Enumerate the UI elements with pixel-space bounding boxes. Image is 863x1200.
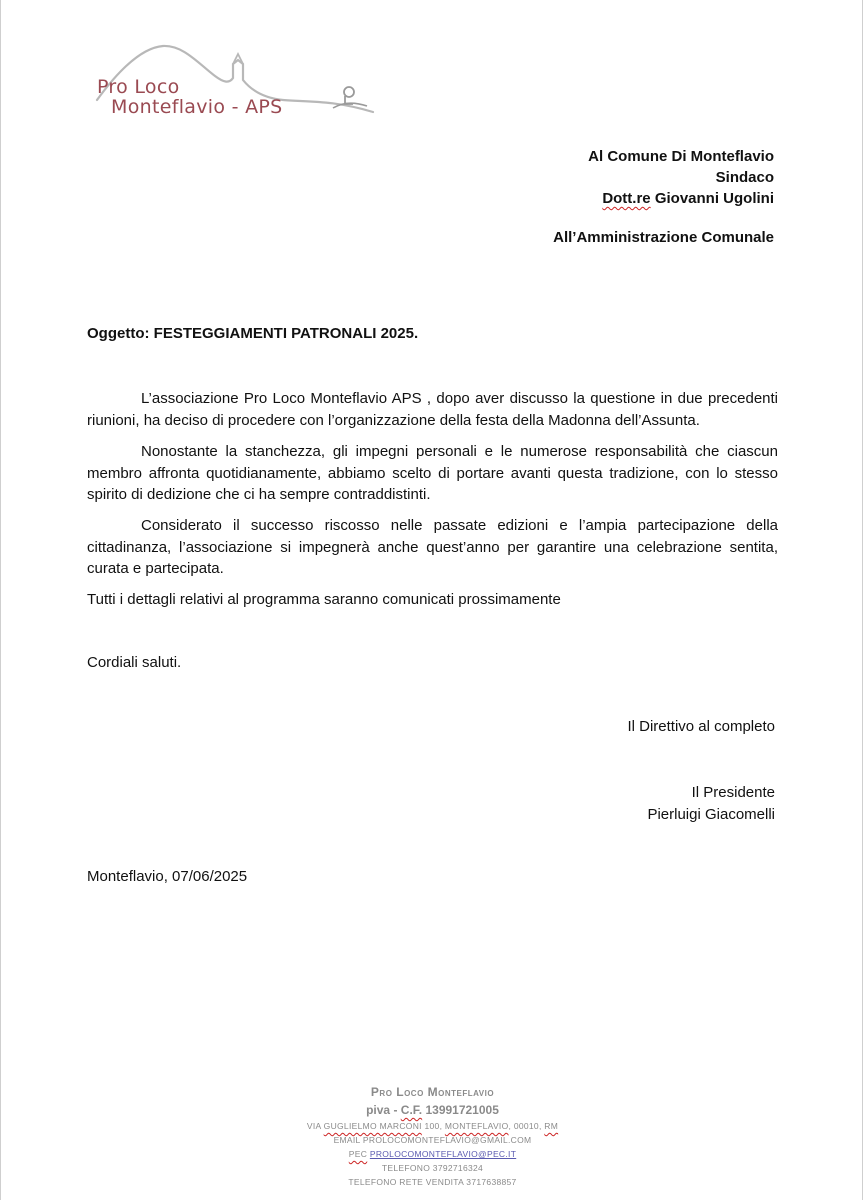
signature-block <box>647 782 775 825</box>
direttivo-line: Il Direttivo al completo <box>627 718 775 735</box>
recipient-line-1: Al Comune Di Monteflavio <box>588 148 774 165</box>
footer-address-cap: , 00010, <box>508 1121 542 1131</box>
recipient-admin: All’Amministrazione Comunale <box>553 229 774 246</box>
footer-pec-label: PEC <box>348 1149 368 1159</box>
recipient-name: Giovanni Ugolini <box>654 190 774 207</box>
closing-greeting: Cordiali saluti. <box>87 654 182 671</box>
footer-address-street: GUGLIELMO MARCONI <box>323 1121 422 1131</box>
footer-address-prefix: VIA <box>306 1121 321 1131</box>
recipient-line-2: Sindaco <box>715 169 774 186</box>
footer-piva-label: piva - <box>366 1103 398 1117</box>
footer-piva <box>1 1101 863 1119</box>
paragraph-3: Considerato il successo riscosso nelle passate edizioni e l’ampia partecipazione della cittadinanza, l’associazione si impegnerà anche quest’anno per garantire una celebrazione sentita, curata e partecipata. <box>87 517 778 577</box>
footer-pec-address[interactable]: PROLOCOMONTEFLAVIO@PEC.IT <box>369 1149 517 1159</box>
footer-pec[interactable] <box>1 1147 863 1161</box>
recipient-line-3 <box>588 188 774 209</box>
paragraph-2: Nonostante la stanchezza, gli impegni personali e le numerose responsabilità che ciascun membro affronta quotidianamente, abbiamo scelto di portare avanti questa tradizione, con lo stesso spirito di dedizione che ci ha sempre contraddistinti. <box>87 443 778 503</box>
recipient-block <box>588 146 774 209</box>
footer-cf-label: C.F. <box>400 1103 423 1117</box>
logo-line-2: Monteflavio - APS <box>111 96 283 118</box>
paragraph-1: L’associazione Pro Loco Monteflavio APS , dopo aver discusso la questione in due precedenti riunioni, ha deciso di procedere con l’organizzazione della festa della Madonna dell’Assunta. <box>87 390 778 429</box>
signature-name: Pierluigi Giacomelli <box>647 805 775 823</box>
footer-address-prov: RM <box>544 1121 559 1131</box>
place-and-date: Monteflavio, 07/06/2025 <box>87 868 248 885</box>
footer-address <box>1 1119 863 1133</box>
footer-address-city: MONTEFLAVIO <box>444 1121 509 1131</box>
footer-phone-sales: TELEFONO RETE VENDITA 3717638857 <box>348 1177 517 1187</box>
letterhead-footer <box>1 1083 863 1189</box>
footer-org-name: Pro Loco Monteflavio <box>370 1085 495 1099</box>
footer-piva-number: 13991721005 <box>425 1103 499 1117</box>
letter-subject: Oggetto: FESTEGGIAMENTI PATRONALI 2025. <box>87 325 419 342</box>
pro-loco-logo <box>83 38 383 128</box>
logo-line-1: Pro Loco <box>97 76 180 98</box>
recipient-title-abbrev: Dott.re <box>602 190 651 207</box>
footer-phone: TELEFONO 3792716324 <box>381 1163 484 1173</box>
paragraph-4: Tutti i dettagli relativi al programma saranno comunicati prossimamente <box>87 591 561 608</box>
footer-email[interactable]: EMAIL PROLOCOMONTEFLAVIO@GMAIL.COM <box>333 1135 532 1145</box>
signature-role: Il Presidente <box>691 784 775 801</box>
footer-address-rest: 100, <box>424 1121 443 1131</box>
